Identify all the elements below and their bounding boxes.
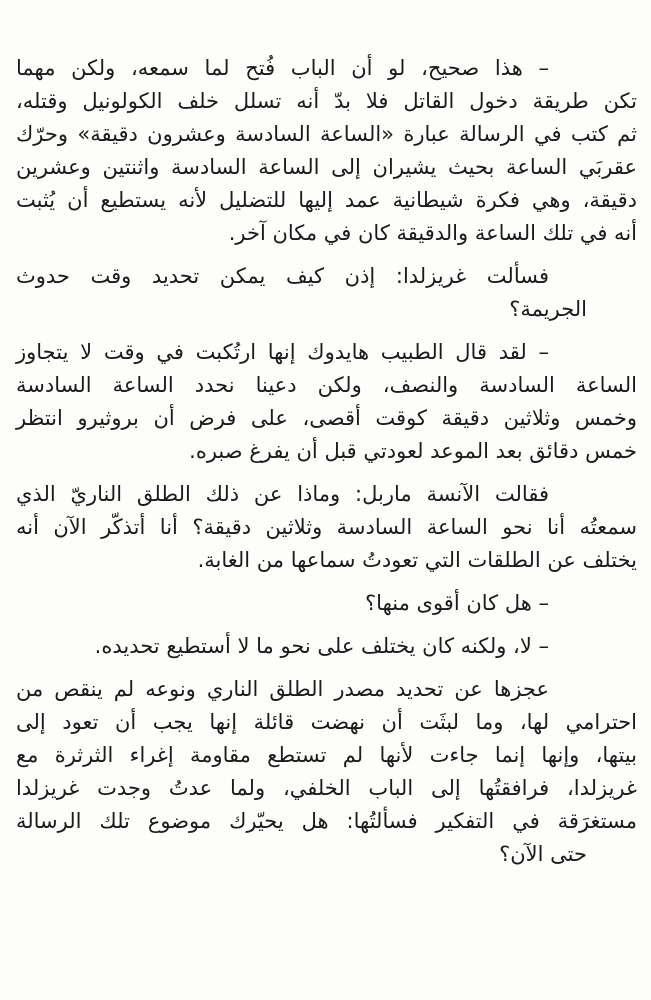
text-line: خمس دقائق بعد الموعد لعودتي قبل أن يفرغ صبره. <box>189 439 637 463</box>
text-line: الساعة السادسة والنصف، ولكن دعينا نحدد الساعة السادسة <box>16 373 637 397</box>
paragraph <box>16 336 637 468</box>
text-line: غريزلدا، فرافقتُها إلى الباب الخلفي، ولما عدتُ وجدت غريزلدا <box>16 776 637 800</box>
text-line: أنه في تلك الساعة والدقيقة كان في مكان آخر. <box>228 221 637 245</box>
text-line: سمعتُه أنا نحو الساعة السادسة وثلاثين دقيقة؟ أنا أتذكّر الآن أنه <box>16 515 637 539</box>
text-line: وخمس وثلاثين دقيقة كوقت أقصى، على فرض أن بروثيرو انتظر <box>16 406 637 430</box>
text-line: تكن طريقة دخول القاتل فلا بدّ أنه تسلل خلف الكولونيل وقتله، <box>16 89 637 113</box>
paragraph <box>16 673 637 871</box>
text-line: يختلف عن الطلقات التي تعودتُ سماعها من الغابة. <box>197 548 637 572</box>
text-line: عقربَي الساعة بحيث يشيران إلى الساعة السادسة واثنتين وعشرين <box>16 155 637 179</box>
text-line: حتى الآن؟ <box>499 842 587 866</box>
text-line: – لا، ولكنه كان يختلف على نحو ما لا أستطيع تحديده. <box>94 634 549 658</box>
paragraph <box>16 587 637 620</box>
text-line: عجزها عن تحديد مصدر الطلق الناري ونوعه لم ينقص من <box>16 677 549 701</box>
text-line: – لقد قال الطبيب هايدوك إنها ارتُكبت في وقت لا يتجاوز <box>16 340 549 364</box>
text-line: احترامي لها، وما لبثَت أن نهضت قائلة إنها يجب أن تعود إلى <box>16 710 637 734</box>
text-line: الجريمة؟ <box>509 297 587 321</box>
paragraph <box>16 52 637 250</box>
text-line: مستغرَقة في التفكير فسألتُها: هل يحيّرك موضوع تلك الرسالة <box>16 809 637 833</box>
text-line: فسألت غريزلدا: إذن كيف يمكن تحديد وقت حدوث <box>16 264 549 288</box>
text-line: – هل كان أقوى منها؟ <box>365 591 549 615</box>
text-line: فقالت الآنسة ماربل: وماذا عن ذلك الطلق الناريّ الذي <box>16 482 549 506</box>
text-line: ثم كتب في الرسالة عبارة «الساعة السادسة وعشرون دقيقة» وحرّك <box>16 122 637 146</box>
paragraph <box>16 260 637 326</box>
text-line: – هذا صحيح، لو أن الباب فُتح لما سمعه، ولكن مهما <box>16 56 549 80</box>
paragraph <box>16 630 637 663</box>
paragraph <box>16 478 637 577</box>
text-line: بيتها، وإنها إنما جاءت لأنها لم تستطع مقاومة إغراء الثرثرة مع <box>16 743 637 767</box>
text-line: دقيقة، وهي فكرة شيطانية عمد إليها للتضليل لأنه يستطيع أن يُثبت <box>16 188 637 212</box>
